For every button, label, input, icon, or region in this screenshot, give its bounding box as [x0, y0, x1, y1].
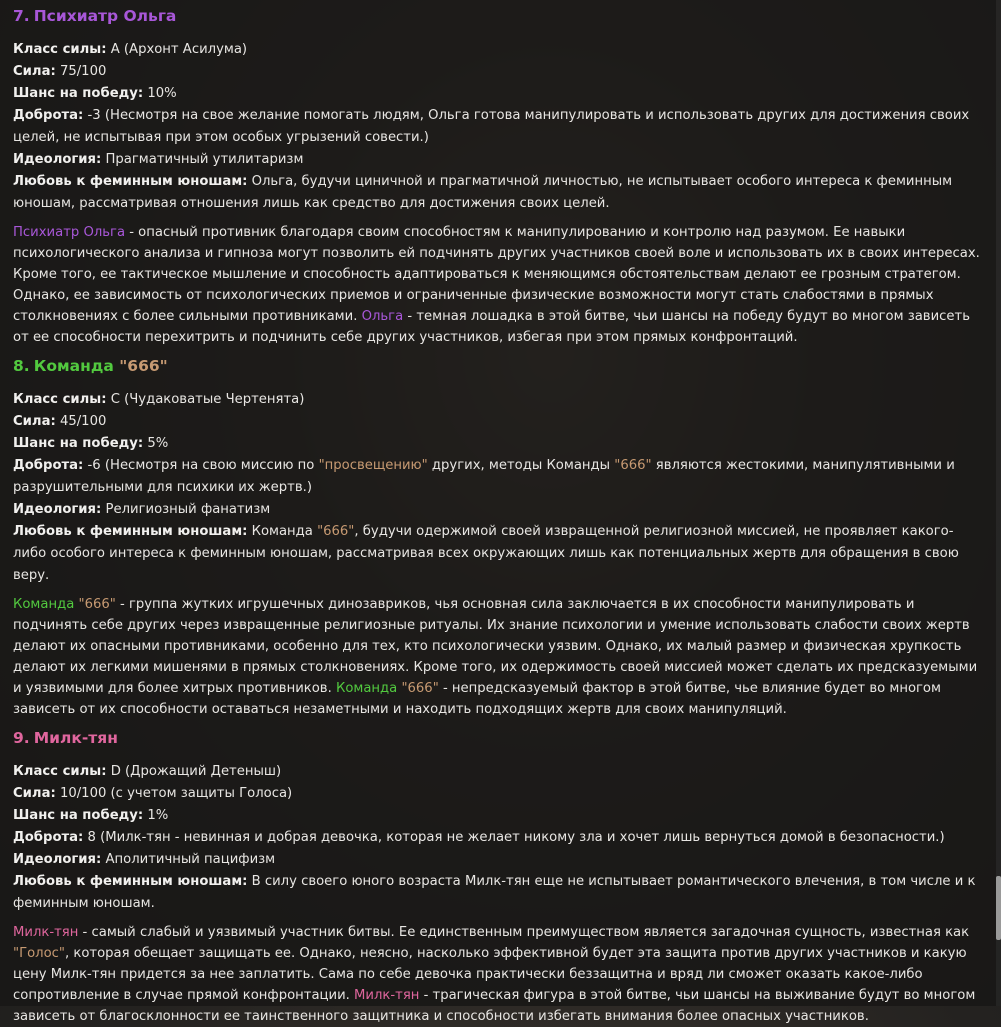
stat-value: 5% — [147, 436, 169, 451]
stat-label: Класс силы: — [13, 392, 107, 407]
description-text: - самый слабый и уязвимый участник битвы. Ее единственным преимуществом является загадочная сущность, известная как — [78, 925, 970, 940]
section-number: 7. — [13, 7, 30, 25]
stat-value: Ольга, будучи циничной и прагматичной личностью, не испытывает особого интереса к феминным юношам, рассматривая отношения лишь как средство для достижения своих целей. — [13, 174, 953, 211]
stat-label: Класс силы: — [13, 764, 107, 779]
stat-label: Любовь к феминным юношам: — [13, 524, 248, 539]
quoted-text: "666" — [614, 458, 652, 473]
stat-power-class — [13, 389, 986, 411]
character-name: Милк-тян — [13, 925, 79, 940]
stat-love — [13, 171, 986, 215]
description-text: - опасный противник благодаря своим способностям к манипулированию и контролю над разумом. Ее навыки психологического анализа и гипноза могут позволить ей подчинять других участников своей воле и использовать их в своих интересах. Кроме того, ее тактическое мышление и способность адаптироваться к меняющимся обстоятельствам делают ее грозным стратегом. Однако, ее зависимость от психологических приемов и ограниченные физические возможности могут стать слабостями в прямых столкновениях с более сильными противниками. — [13, 225, 980, 324]
stat-kindness — [13, 105, 986, 149]
stat-power-class — [13, 39, 986, 61]
scrollbar[interactable] — [996, 0, 1001, 1006]
section-title-text: Команда — [33, 357, 114, 375]
stat-win-chance — [13, 433, 986, 455]
character-name: Милк-тян — [354, 988, 420, 1003]
quoted-text: "666" — [401, 681, 439, 696]
character-name: Команда — [13, 597, 75, 612]
quoted-text: "666" — [317, 524, 355, 539]
stat-ideology — [13, 499, 986, 521]
stat-label: Сила: — [13, 786, 56, 801]
stat-label: Любовь к феминным юношам: — [13, 174, 248, 189]
stat-label: Класс силы: — [13, 42, 107, 57]
description-text: - группа жутких игрушечных динозавриков, чья основная сила заключается в их способности манипулировать и подчинять себе других через извращенные религиозные ритуалы. Их знание психологии и умение использовать слабости своих жертв делают их опасными противниками, особенно для тех, кто психологически уязвим. Однако, их малый размер и физическая хрупкость делают их легкими мишенями в прямых столкновениях. Кроме того, их одержимость своей миссией может сделать их предсказуемыми и уязвимыми для более хитрых противников. — [13, 597, 978, 696]
stat-value: -6 (Несмотря на свою миссию по — [87, 458, 319, 473]
stat-kindness — [13, 455, 986, 499]
stat-label: Сила: — [13, 64, 56, 79]
stat-label: Сила: — [13, 414, 56, 429]
stat-ideology — [13, 149, 986, 171]
stat-value: A (Архонт Асилума) — [110, 42, 248, 57]
section-description — [13, 594, 986, 720]
quoted-text: "666" — [78, 597, 116, 612]
section-description — [13, 922, 986, 1027]
stat-value: Команда — [251, 524, 318, 539]
stat-value: 10% — [147, 86, 177, 101]
stat-love — [13, 521, 986, 587]
stat-value: других, методы Команды — [427, 458, 615, 473]
stat-value: 45/100 — [59, 414, 107, 429]
stat-value: В силу своего юного возраста Милк-тян еще не испытывает романтического влечения, в том числе и к феминным юношам. — [13, 874, 976, 911]
stat-label: Шанс на победу: — [13, 86, 144, 101]
stat-love — [13, 871, 986, 915]
stat-power-class — [13, 761, 986, 783]
section-description — [13, 222, 986, 348]
stat-label: Доброта: — [13, 458, 84, 473]
section-number: 8. — [13, 357, 30, 375]
stat-value: являются жестокими, манипулятивными и разрушительными для психики их жертв.) — [13, 458, 955, 495]
stat-value: Аполитичный пацифизм — [105, 852, 276, 867]
stat-kindness — [13, 827, 986, 849]
stat-value: D (Дрожащий Детеныш) — [110, 764, 282, 779]
section-number: 9. — [13, 729, 30, 747]
stat-label: Любовь к феминным юношам: — [13, 874, 248, 889]
stat-label: Идеология: — [13, 502, 102, 517]
character-name: Ольга — [361, 309, 404, 324]
stat-value: Прагматичный утилитаризм — [105, 152, 304, 167]
stat-power — [13, 61, 986, 83]
quoted-text: "Голос" — [13, 946, 65, 961]
section-title-text: Милк-тян — [33, 729, 118, 747]
stat-label: Идеология: — [13, 152, 102, 167]
stat-power — [13, 783, 986, 805]
character-name: Команда — [335, 681, 398, 696]
stat-value: 10/100 (с учетом защиты Голоса) — [59, 786, 293, 801]
section-olga — [13, 6, 986, 348]
stat-value: -3 (Несмотря на свое желание помогать людям, Ольга готова манипулировать и использовать других для достижения своих целей, не испытывая при этом особых угрызений совести.) — [13, 108, 970, 145]
description-text: - темная лошадка в этой битве, чьи шансы на победу будут во многом зависеть от ее способности перехитрить и подчинить себе других участников, избегая при этом прямых конфронтаций. — [13, 309, 970, 345]
section-team-666 — [13, 356, 986, 720]
section-title — [13, 728, 986, 749]
stat-value: C (Чудаковатые Чертенята) — [110, 392, 305, 407]
quoted-text: "просвещению" — [318, 458, 428, 473]
stat-value: 75/100 — [59, 64, 107, 79]
stat-label: Шанс на победу: — [13, 808, 144, 823]
stat-label: Идеология: — [13, 852, 102, 867]
description-text: - трагическая фигура в этой битве, чьи шансы на выживание будут во многом зависеть от благосклонности ее таинственного защитника и способности избегать внимания более опасных участников. — [13, 988, 976, 1024]
section-title — [13, 6, 986, 27]
section-title-text: Психиатр Ольга — [33, 7, 177, 25]
description-text: , которая обещает защищать ее. Однако, неясно, насколько эффективной будет эта защита против других участников и какую цену Милк-тян придется за нее заплатить. Сама по себе девочка практически беззащитна и вряд ли сможет оказать какое-либо сопротивление в случае прямой конфронтации. — [13, 946, 967, 1003]
stat-power — [13, 411, 986, 433]
section-title-quote: "666" — [119, 357, 168, 375]
section-title — [13, 356, 986, 377]
character-name: Психиатр Ольга — [13, 225, 126, 240]
stat-ideology — [13, 849, 986, 871]
stat-value: 8 (Милк-тян - невинная и добрая девочка, которая не желает никому зла и хочет лишь вернуться домой в безопасности.) — [87, 830, 945, 845]
stat-label: Доброта: — [13, 830, 84, 845]
description-text: - непредсказуемый фактор в этой битве, чье влияние будет во многом зависеть от их способности оставаться незаметными и находить подходящих жертв для своих манипуляций. — [13, 681, 941, 717]
stat-label: Доброта: — [13, 108, 84, 123]
stat-value: , будучи одержимой своей извращенной религиозной миссией, не проявляет какого-либо особого интереса к феминным юношам, рассматривая всех окружающих лишь как потенциальных жертв для обращения в свою веру. — [13, 524, 959, 583]
stat-win-chance — [13, 83, 986, 105]
stat-value: 1% — [147, 808, 169, 823]
section-milk-chan — [13, 728, 986, 1027]
scrollbar-thumb[interactable] — [996, 876, 1001, 940]
stat-win-chance — [13, 805, 986, 827]
stat-label: Шанс на победу: — [13, 436, 144, 451]
stat-value: Религиозный фанатизм — [105, 502, 271, 517]
